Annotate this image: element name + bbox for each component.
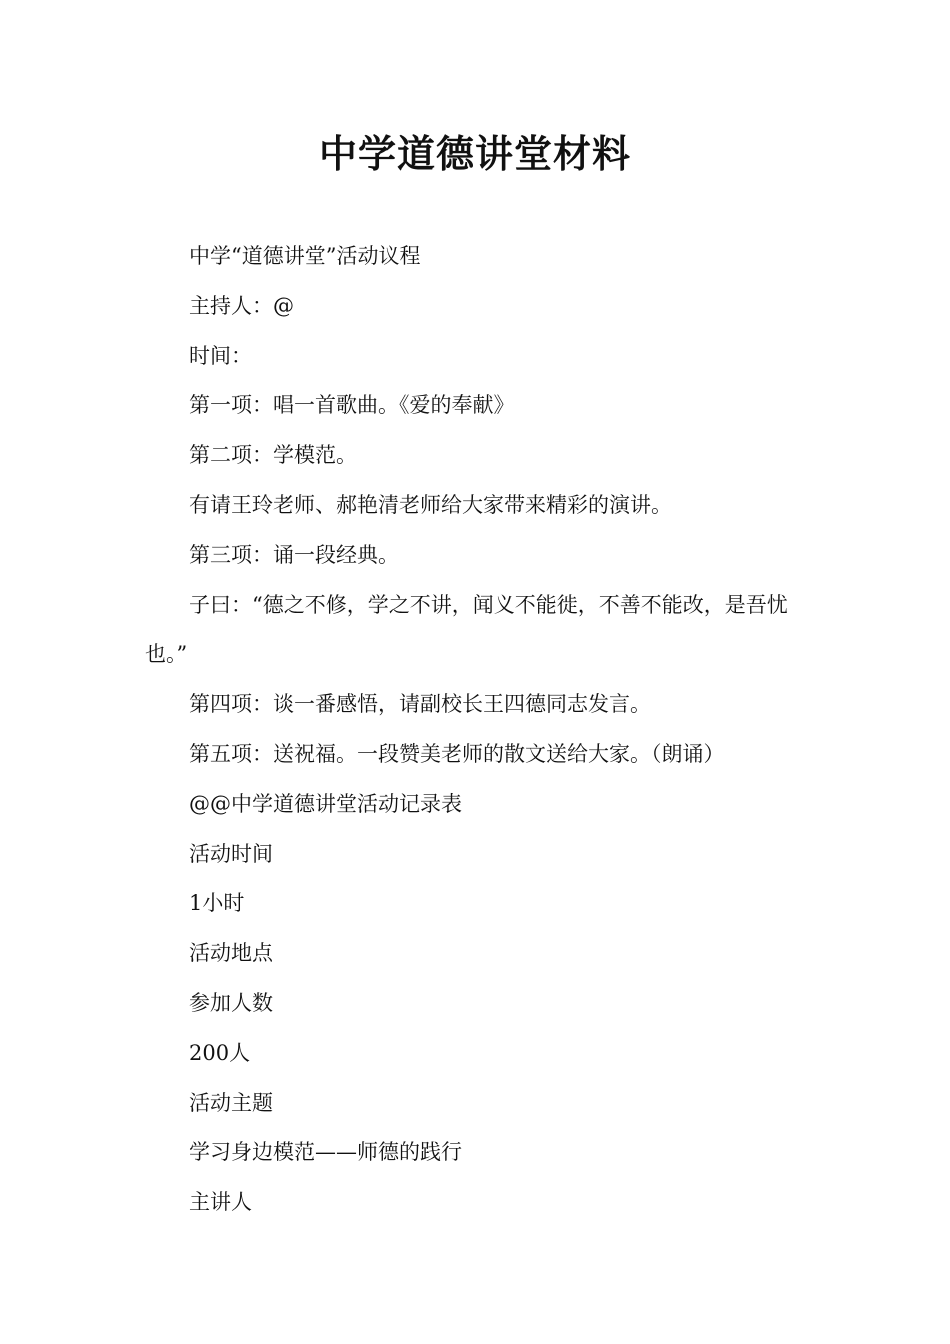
paragraph-attendance-value: 200人 — [189, 1040, 251, 1065]
paragraph-agenda-heading: 中学“道德讲堂”活动议程 — [189, 244, 421, 268]
paragraph-item-4: 第四项：谈一番感悟，请副校长王四德同志发言。 — [189, 692, 651, 717]
paragraph-theme-value: 学习身边模范——师德的践行 — [189, 1140, 462, 1165]
paragraph-item-2: 第二项：学模范。 — [189, 443, 357, 468]
document-body — [145, 232, 813, 1228]
paragraph-time: 时间： — [189, 343, 252, 368]
paragraph-location-label: 活动地点 — [189, 941, 273, 966]
paragraph-item-1: 第一项：唱一首歌曲。《爱的奉献》 — [189, 393, 515, 418]
paragraph-activity-time-value: 1小时 — [189, 891, 245, 916]
paragraph-host: 主持人：@ — [189, 293, 294, 318]
paragraph-attendance-label: 参加人数 — [189, 990, 273, 1015]
paragraph-activity-time-label: 活动时间 — [189, 841, 273, 866]
paragraph-speakers: 有请王玲老师、郝艳清老师给大家带来精彩的演讲。 — [189, 492, 672, 517]
paragraph-speaker-label: 主讲人 — [189, 1190, 252, 1215]
paragraph-item-5: 第五项：送祝福。一段赞美老师的散文送给大家。（朗诵） — [189, 741, 725, 766]
paragraph-quote: 子曰：“德之不修，学之不讲，闻义不能徙，不善不能改，是吾忧也。” — [145, 592, 788, 667]
document-title: 中学道德讲堂材料 — [318, 132, 631, 176]
paragraph-theme-label: 活动主题 — [189, 1090, 273, 1115]
paragraph-item-3: 第三项：诵一段经典。 — [189, 542, 399, 567]
paragraph-record-heading: @@中学道德讲堂活动记录表 — [189, 791, 462, 816]
